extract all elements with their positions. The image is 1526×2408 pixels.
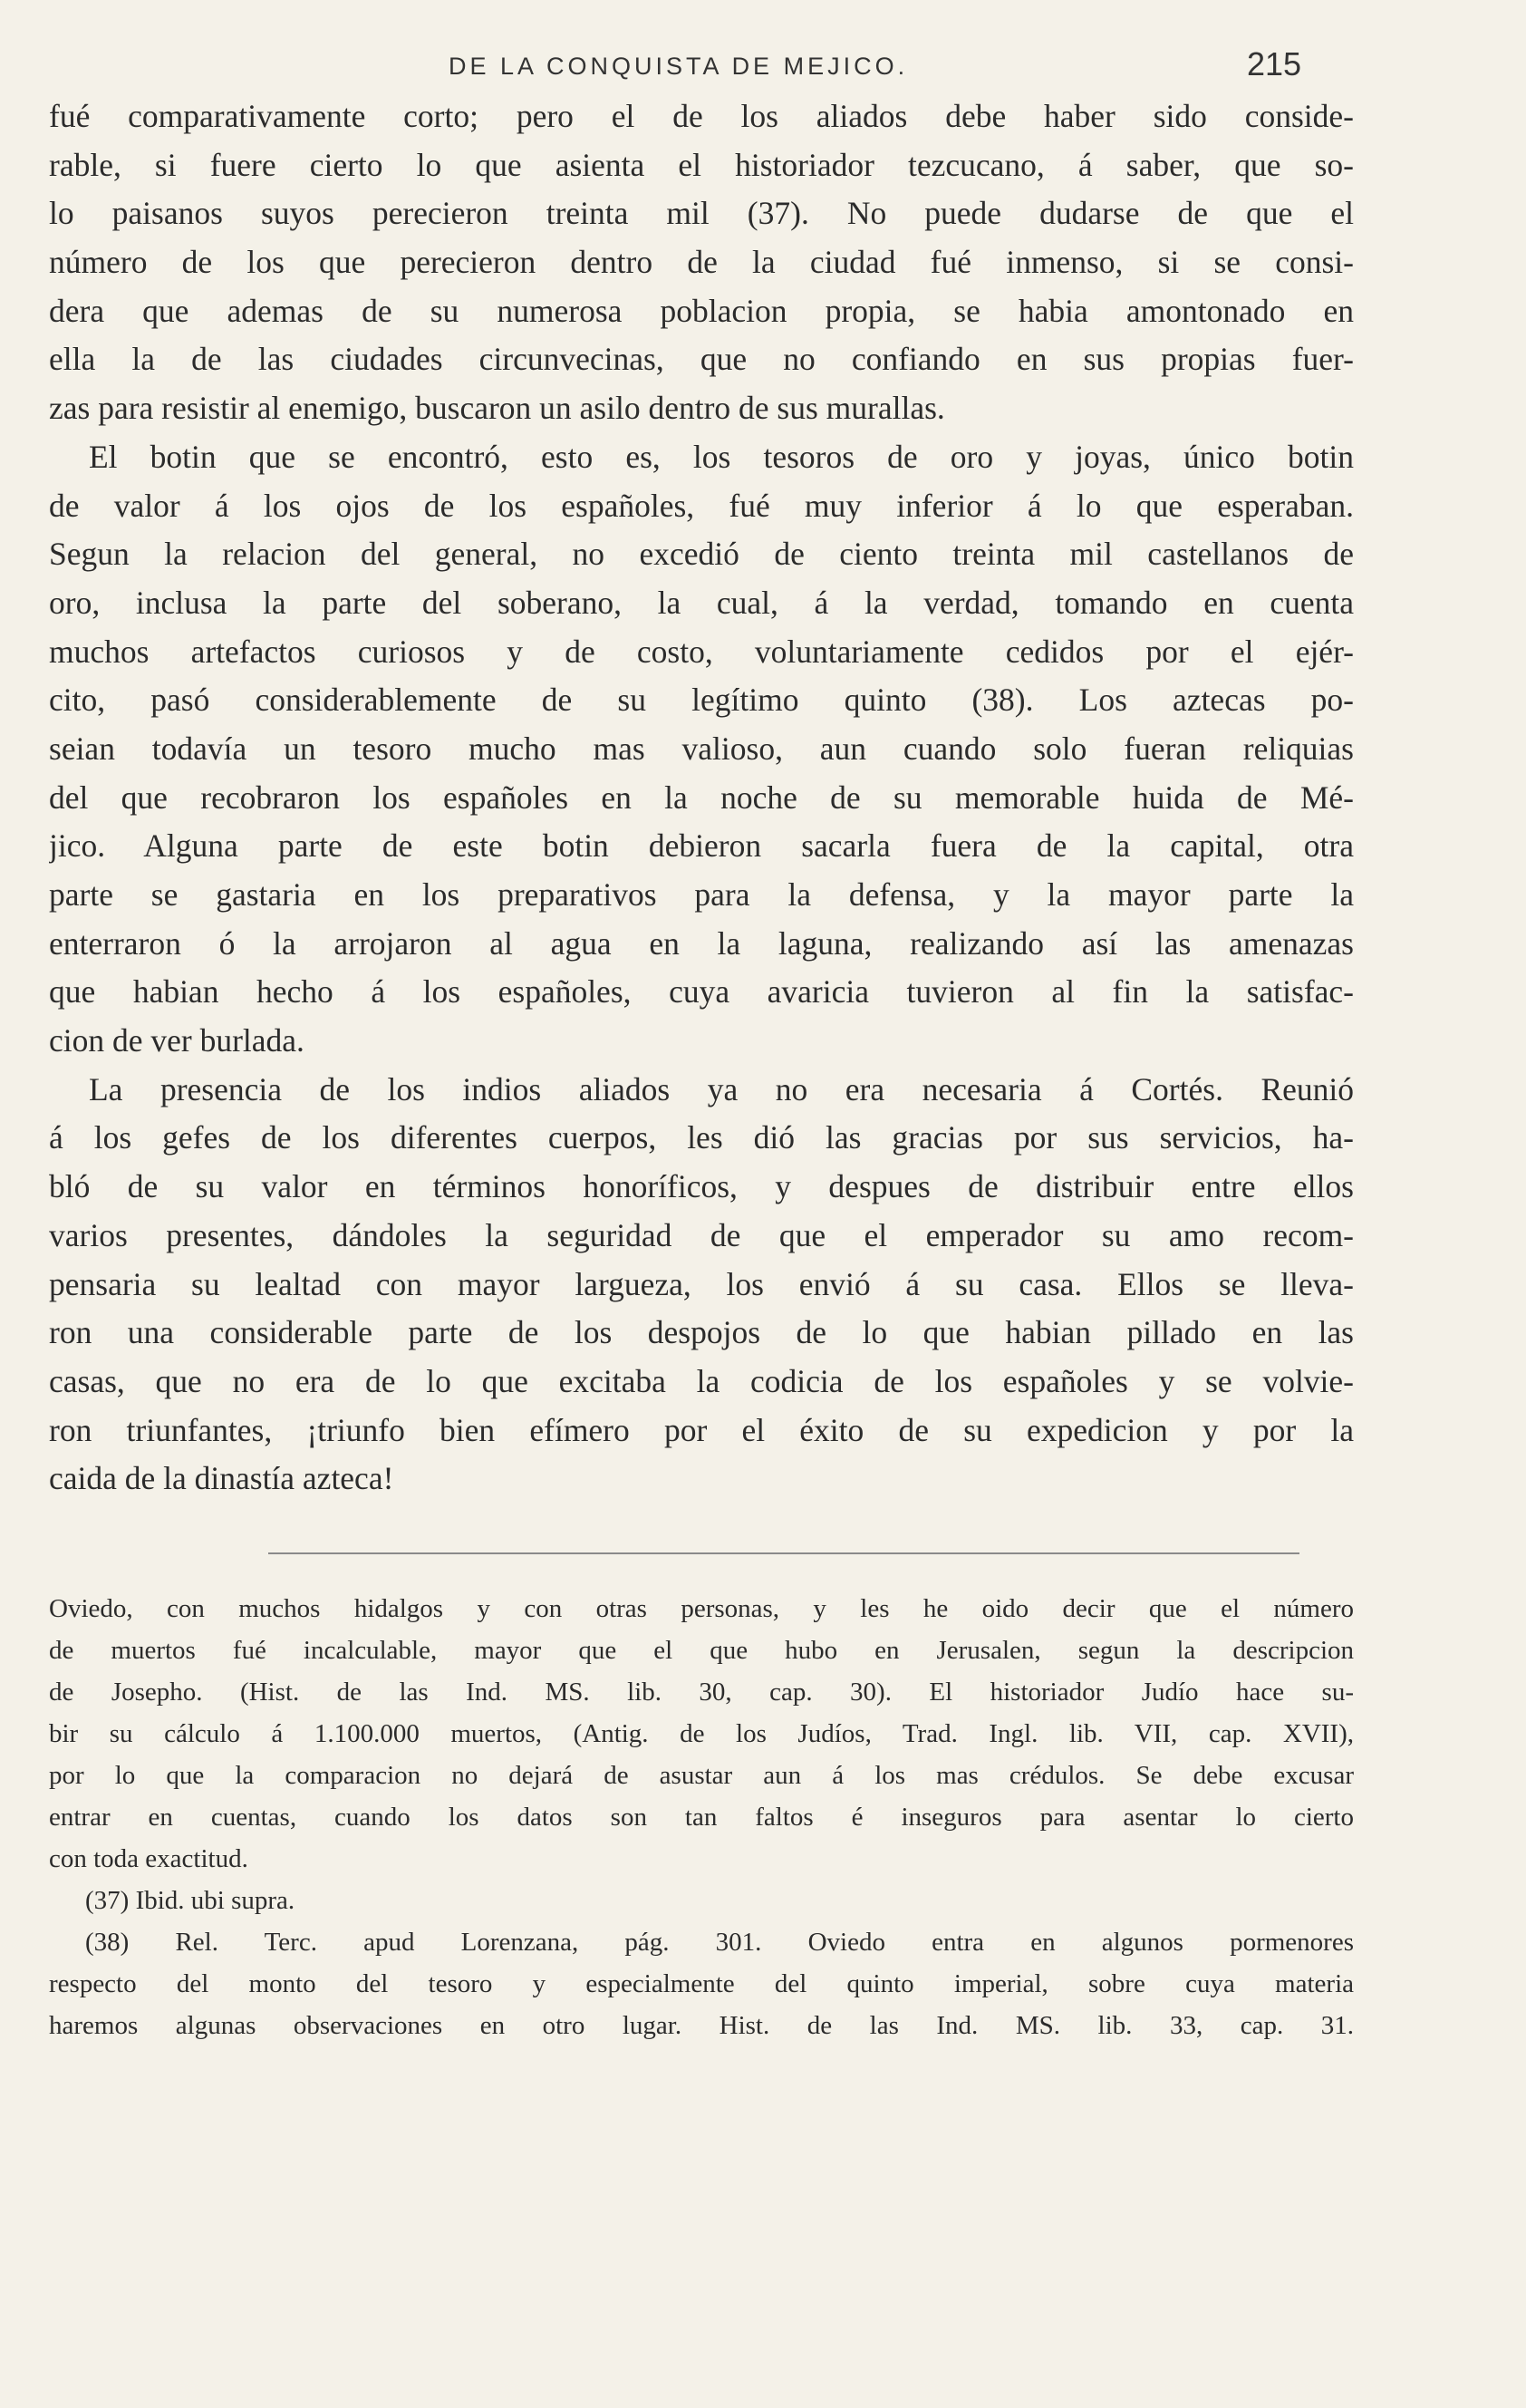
footnote-line: Oviedo, con muchos hidalgos y con otras personas, y les he oido decir que el número	[49, 1594, 1354, 1623]
body-text	[49, 92, 1354, 1504]
text-line: pensaria su lealtad con mayor largueza, los envió á su casa. Ellos se lleva-	[49, 1265, 1354, 1302]
text-line: zas para resistir al enemigo, buscaron un asilo dentro de sus murallas.	[49, 390, 945, 427]
text-line: seian todavía un tesoro mucho mas valioso, aun cuando solo fueran reliquias	[49, 730, 1354, 767]
page-number: 215	[1247, 45, 1302, 82]
text-line: ella la de las ciudades circunvecinas, que no confiando en sus propias fuer-	[49, 341, 1354, 378]
footnote-line: de Josepho. (Hist. de las Ind. MS. lib. 30, cap. 30). El historiador Judío hace su-	[49, 1678, 1354, 1707]
text-line: oro, inclusa la parte del soberano, la cual, á la verdad, tomando en cuenta	[49, 584, 1354, 621]
text-line: bló de su valor en términos honoríficos, y despues de distribuir entre ellos	[49, 1168, 1354, 1205]
text-line: fué comparativamente corto; pero el de los aliados debe haber sido conside-	[49, 98, 1354, 134]
text-line: muchos artefactos curiosos y de costo, voluntariamente cedidos por el ejér-	[49, 633, 1354, 670]
text-line: parte se gastaria en los preparativos para la defensa, y la mayor parte la	[49, 876, 1354, 913]
text-line: del que recobraron los españoles en la noche de su memorable huida de Mé-	[49, 778, 1354, 816]
footnote-line: respecto del monto del tesoro y especialmente del quinto imperial, sobre cuya materia	[49, 1969, 1354, 1998]
footnote-line: de muertos fué incalculable, mayor que el que hubo en Jerusalen, segun la descripcion	[49, 1636, 1354, 1665]
footnotes	[49, 1588, 1354, 2046]
footnote-line: (38) Rel. Terc. apud Lorenzana, pág. 301. Oviedo entra en algunos pormenores	[85, 1928, 1354, 1957]
footnote-line: con toda exactitud.	[49, 1844, 248, 1873]
footnote-38	[49, 1921, 1354, 2046]
paragraph	[49, 92, 1354, 433]
footnote	[49, 1588, 1354, 1880]
text-line: jico. Alguna parte de este botin debieron sacarla fuera de la capital, otra	[49, 827, 1354, 865]
text-line: ron triunfantes, ¡triunfo bien efímero por el éxito de su expedicion y por la	[49, 1411, 1354, 1448]
text-line: número de los que perecieron dentro de la ciudad fué inmenso, si se consi-	[49, 244, 1354, 281]
text-line: de valor á los ojos de los españoles, fué muy inferior á lo que esperaban.	[49, 487, 1354, 524]
text-line: que habian hecho á los españoles, cuya avaricia tuvieron al fin la satisfac-	[49, 973, 1354, 1011]
footnote-line: haremos algunas observaciones en otro lugar. Hist. de las Ind. MS. lib. 33, cap. 31.	[49, 2011, 1354, 2040]
footnote-line: bir su cálculo á 1.100.000 muertos, (Antig. de los Judíos, Trad. Ingl. lib. VII, cap. XVII),	[49, 1719, 1354, 1748]
footnote-line: por lo que la comparacion no dejará de asustar aun á los mas crédulos. Se debe excusar	[49, 1761, 1354, 1790]
running-head: DE LA CONQUISTA DE MEJICO.	[449, 53, 909, 80]
text-line: lo paisanos suyos perecieron treinta mil (37). No puede dudarse de que el	[49, 195, 1354, 232]
text-line: ron una considerable parte de los despojos de lo que habian pillado en las	[49, 1314, 1354, 1351]
text-line: dera que ademas de su numerosa poblacion propia, se habia amontonado en	[49, 292, 1354, 329]
text-line: La presencia de los indios aliados ya no era necesaria á Cortés. Reunió	[89, 1070, 1354, 1107]
text-line: Segun la relacion del general, no excedió de ciento treinta mil castellanos de	[49, 536, 1354, 573]
text-line: varios presentes, dándoles la seguridad de que el emperador su amo recom-	[49, 1216, 1354, 1253]
footnote-line: entrar en cuentas, cuando los datos son tan faltos é inseguros para asentar lo cierto	[49, 1803, 1354, 1832]
paragraph	[49, 1066, 1354, 1504]
footnote-37	[49, 1880, 1354, 1921]
text-line: rable, si fuere cierto lo que asienta el historiador tezcucano, á saber, que so-	[49, 146, 1354, 183]
text-line: caida de la dinastía azteca!	[49, 1460, 394, 1497]
text-line: cito, pasó considerablemente de su legítimo quinto (38). Los aztecas po-	[49, 682, 1354, 719]
paragraph	[49, 433, 1354, 1066]
footnote-divider	[268, 1552, 1299, 1554]
text-line: casas, que no era de lo que excitaba la codicia de los españoles y se volvie-	[49, 1362, 1354, 1399]
text-line: El botin que se encontró, esto es, los tesoros de oro y joyas, único botin	[89, 438, 1354, 475]
footnote-line: (37) Ibid. ubi supra.	[85, 1886, 295, 1915]
text-line: enterraron ó la arrojaron al agua en la laguna, realizando así las amenazas	[49, 924, 1354, 962]
text-line: á los gefes de los diferentes cuerpos, les dió las gracias por sus servicios, ha-	[49, 1119, 1354, 1156]
text-line: cion de ver burlada.	[49, 1022, 304, 1059]
